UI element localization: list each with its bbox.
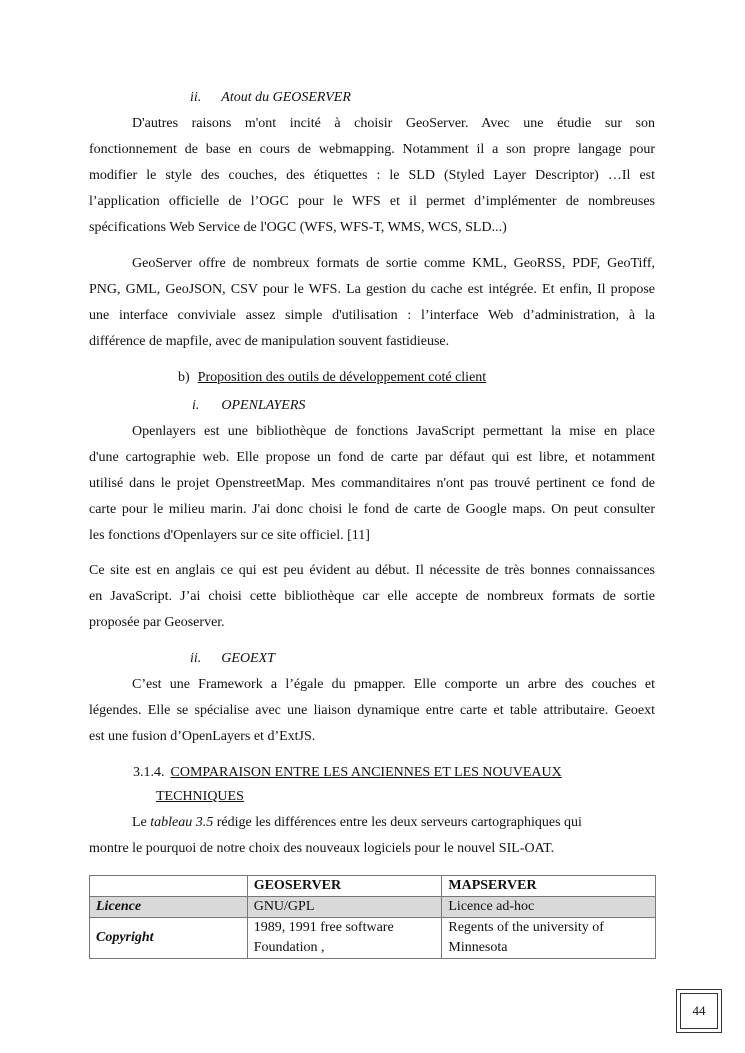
paragraph-line: une interface conviviale assez simple d'utilisation : l’interface Web d’administration, à la: [89, 308, 655, 323]
table-row-label: Copyright: [90, 918, 248, 959]
section-title: Proposition des outils de développement coté client: [197, 370, 487, 385]
cell-line: 1989, 1991 free software: [253, 920, 394, 935]
subsection-heading-openlayers: [192, 396, 305, 416]
paragraph-line: [132, 813, 698, 833]
paragraph-line: différence de mapfile, avec de manipulation souvent fastidieuse.: [89, 334, 450, 349]
paragraph-line: d'une cartographie web. Elle propose un fond de carte par défaut qui est libre, et notamment: [89, 450, 655, 465]
paragraph-line: l’application officielle de l’OGC pour le WFS et il permet d’implémenter de nombreuses: [89, 194, 655, 209]
paragraph-line: carte pour le milieu marin. J'ai donc choisi le fond de carte de Google maps. On peut consulter: [89, 502, 655, 517]
paragraph-line: légendes. Elle se spécialise avec une liaison dynamique entre carte et table attributaire. Geoext: [89, 703, 655, 718]
text-run: rédige les différences entre les deux serveurs cartographiques qui: [213, 815, 582, 830]
paragraph-line: les fonctions d'Openlayers sur ce site officiel. [11]: [89, 528, 370, 543]
subsection-heading-atout: [190, 88, 351, 108]
section-heading-proposition: [178, 368, 486, 388]
section-number: 3.1.4.: [133, 765, 165, 780]
paragraph-line: montre le pourquoi de notre choix des nouveaux logiciels pour le nouvel SIL-OAT.: [89, 841, 555, 856]
subsection-number: ii.: [190, 90, 202, 105]
table-row-label: Licence: [90, 897, 248, 918]
paragraph-line: GeoServer offre de nombreux formats de sortie comme KML, GeoRSS, PDF, GeoTiff,: [132, 256, 655, 271]
paragraph-line: fonctionnement de base en cours de webmapping. Notamment il a son propre langage pour: [89, 142, 655, 157]
section-title-line2: TECHNIQUES: [156, 789, 244, 804]
page-number-box: [676, 989, 722, 1033]
paragraph-line: est une fusion d’OpenLayers et d’ExtJS.: [89, 729, 316, 744]
cell-line: Regents of the university of: [448, 920, 604, 935]
table-header-cell: MAPSERVER: [442, 876, 656, 897]
paragraph-line: proposée par Geoserver.: [89, 615, 225, 630]
text-run: Le: [132, 815, 151, 830]
table-cell: [442, 918, 656, 959]
section-number: b): [178, 370, 190, 385]
table-header-row: [90, 876, 656, 897]
paragraph-line: spécifications Web Service de l'OGC (WFS, WFS-T, WMS, WCS, SLD...): [89, 220, 507, 235]
table-reference: tableau 3.5: [150, 815, 214, 830]
table-header-cell: [90, 876, 248, 897]
cell-line: Minnesota: [448, 940, 508, 955]
comparison-table: [89, 875, 656, 959]
paragraph-line: en JavaScript. J’ai choisi cette bibliothèque car elle accepte de nombreux formats de sortie: [89, 589, 655, 604]
paragraph-line: C’est une Framework a l’égale du pmapper. Elle comporte un arbre des couches et: [132, 677, 655, 692]
table-cell: [247, 918, 442, 959]
table-cell: GNU/GPL: [247, 897, 442, 918]
paragraph-line: PNG, GML, GeoJSON, CSV pour le WFS. La gestion du cache est intégrée. Et enfin, Il propose: [89, 282, 655, 297]
paragraph-line: modifier le style des couches, des étiquettes : le SLD (Styled Layer Descriptor) …Il est: [89, 168, 655, 183]
subsection-heading-geoext: [190, 649, 275, 669]
table-row: [90, 918, 656, 959]
subsection-title: Atout du GEOSERVER: [221, 90, 351, 105]
table-cell: Licence ad-hoc: [442, 897, 656, 918]
cell-line: Foundation ,: [253, 940, 325, 955]
section-title-line1: COMPARAISON ENTRE LES ANCIENNES ET LES NOUVEAUX: [170, 765, 562, 780]
table-row: [90, 897, 656, 918]
table-header-cell: GEOSERVER: [247, 876, 442, 897]
subsection-title: OPENLAYERS: [221, 398, 306, 413]
section-heading-comparaison: [133, 763, 562, 783]
paragraph-line: utilisé dans le projet OpenstreetMap. Mes commanditaires n'ont pas trouvé pertinent ce fond de: [89, 476, 655, 491]
subsection-number: ii.: [190, 651, 202, 666]
paragraph-line: Openlayers est une bibliothèque de fonctions JavaScript permettant la mise en place: [132, 424, 655, 439]
subsection-number: i.: [192, 398, 200, 413]
subsection-title: GEOEXT: [221, 651, 275, 666]
paragraph-line: Ce site est en anglais ce qui est peu évident au début. Il nécessite de très bonnes connaissances: [89, 563, 655, 578]
paragraph-line: D'autres raisons m'ont incité à choisir GeoServer. Avec une étudie sur son: [132, 116, 655, 131]
page-number: 44: [680, 993, 718, 1029]
